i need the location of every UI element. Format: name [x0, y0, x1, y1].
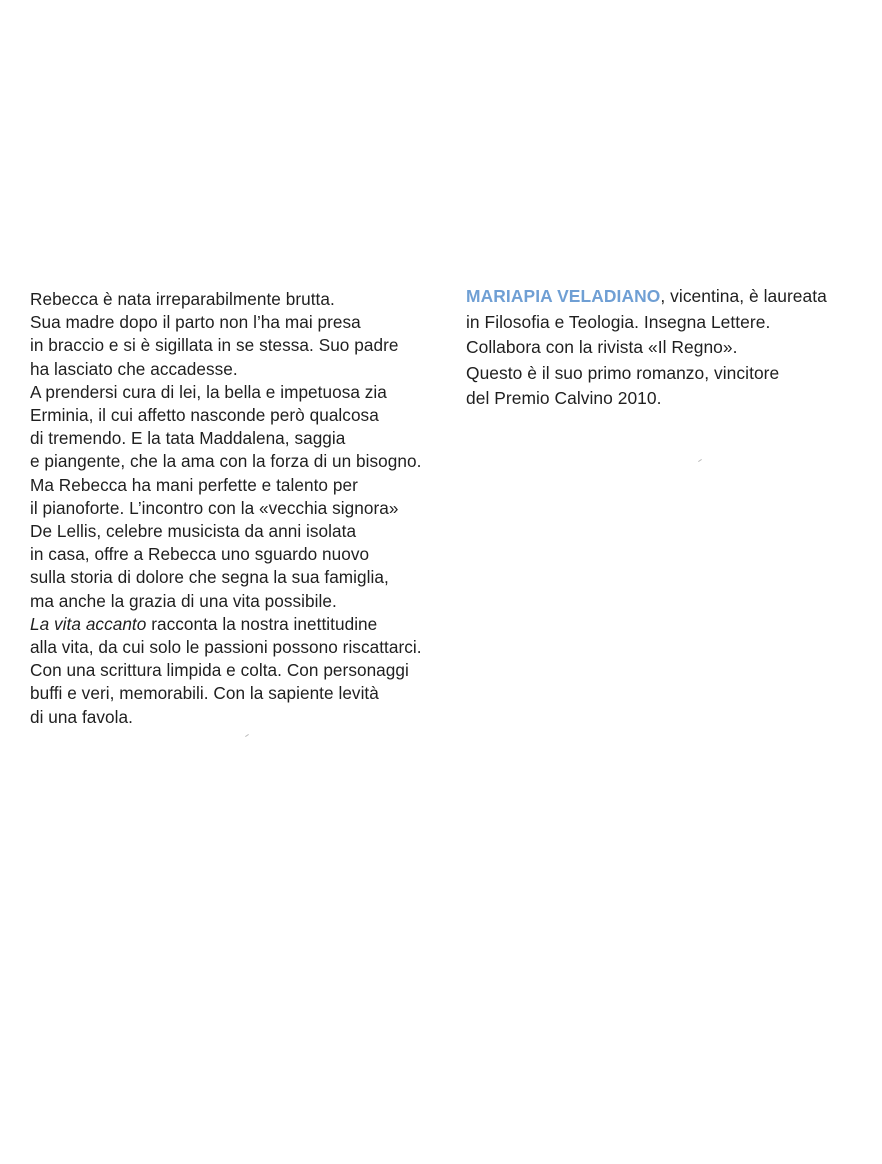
synopsis-line: sulla storia di dolore che segna la sua famiglia,: [30, 567, 389, 588]
synopsis-line: Sua madre dopo il parto non l’ha mai presa: [30, 312, 361, 333]
synopsis-line: ma anche la grazia di una vita possibile.: [30, 590, 337, 611]
synopsis-line: in casa, offre a Rebecca uno sguardo nuovo: [30, 544, 370, 565]
author-bio-line: Collabora con la rivista «Il Regno».: [466, 337, 738, 358]
book-synopsis: [30, 288, 450, 729]
synopsis-line: alla vita, da cui solo le passioni possono riscattarci.: [30, 637, 422, 658]
author-bio-line: Questo è il suo primo romanzo, vincitore: [466, 362, 780, 383]
synopsis-line-text: racconta la nostra inettitudine: [146, 613, 378, 634]
scan-speck: [698, 459, 702, 462]
author-bio: [466, 284, 876, 412]
synopsis-line: ha lasciato che accadesse.: [30, 358, 238, 379]
synopsis-line: di tremendo. E la tata Maddalena, saggia: [30, 428, 346, 449]
synopsis-line: in braccio e si è sigillata in se stessa. Suo padre: [30, 335, 399, 356]
author-bio-text: , vicentina, è laureata: [660, 286, 827, 306]
synopsis-line: il pianoforte. L’incontro con la «vecchia signora»: [30, 497, 399, 518]
synopsis-line: A prendersi cura di lei, la bella e impetuosa zia: [30, 381, 387, 402]
synopsis-line: e piangente, che la ama con la forza di un bisogno.: [30, 451, 422, 472]
synopsis-line: Con una scrittura limpida e colta. Con personaggi: [30, 660, 409, 681]
synopsis-line: Erminia, il cui affetto nasconde però qualcosa: [30, 405, 379, 426]
author-bio-line: del Premio Calvino 2010.: [466, 388, 662, 409]
author-bio-line: in Filosofia e Teologia. Insegna Lettere.: [466, 311, 771, 332]
author-bio-first-line: [466, 284, 876, 310]
synopsis-line: Rebecca è nata irreparabilmente brutta.: [30, 289, 335, 309]
author-name: MARIAPIA VELADIANO: [466, 286, 661, 306]
synopsis-line: De Lellis, celebre musicista da anni isolata: [30, 521, 357, 542]
synopsis-line: Ma Rebecca ha mani perfette e talento per: [30, 474, 358, 495]
book-title: La vita accanto: [30, 613, 147, 634]
synopsis-line: buffi e veri, memorabili. Con la sapiente levità: [30, 683, 379, 704]
scan-speck: [245, 734, 249, 737]
synopsis-title-line: [30, 613, 450, 636]
synopsis-line: di una favola.: [30, 706, 133, 727]
